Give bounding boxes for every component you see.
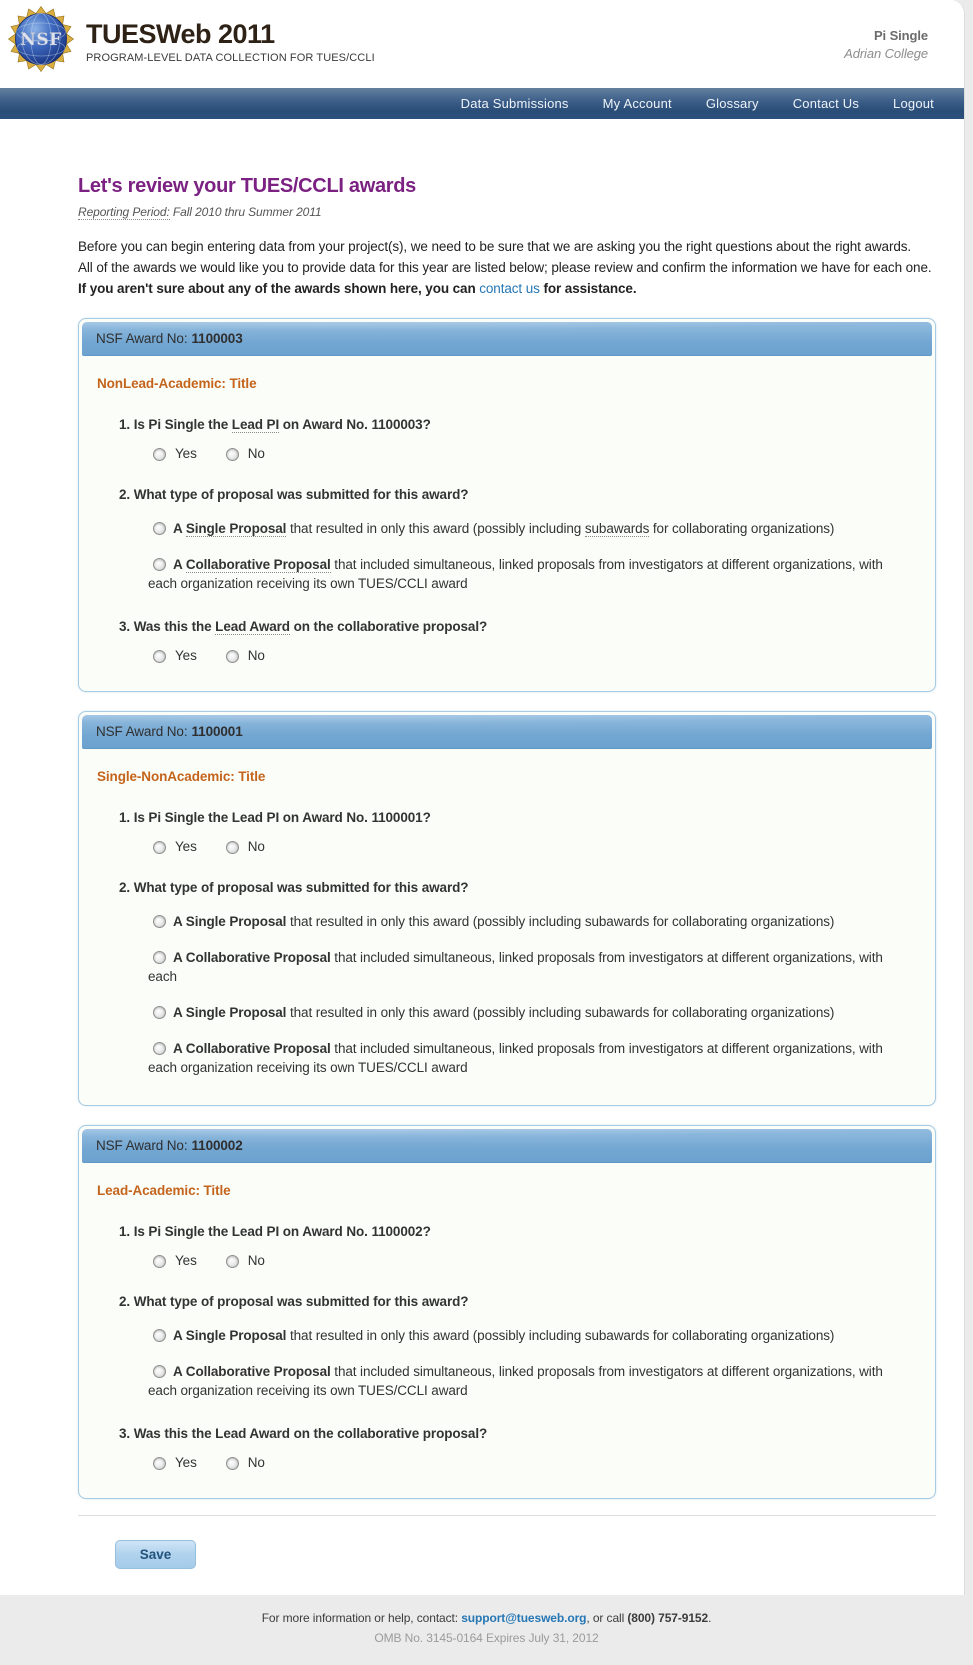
award-number-label: NSF Award No: xyxy=(96,331,188,346)
radio-option-no[interactable] xyxy=(221,838,265,854)
text-segment: 3. Was this the xyxy=(119,619,216,634)
intro-line-3 xyxy=(78,278,936,299)
user-organization: Adrian College xyxy=(844,46,928,61)
question-label xyxy=(119,810,932,825)
text-segment: A Single Proposal xyxy=(173,1005,287,1020)
text-segment: 1. Is Pi Single the Lead PI on Award No. 1100002? xyxy=(119,1224,431,1239)
text-segment: that included simultaneous, linked proposals from investigators at different organizations, with each organization receiving its own TUES/CCLI award xyxy=(148,557,883,591)
text-segment: 2. What type of proposal was submitted for this award? xyxy=(119,487,469,502)
text-segment: that resulted in only this award (possibly including subawards for collaborating organizations) xyxy=(286,1005,835,1020)
radio-option-yes[interactable] xyxy=(148,1454,197,1470)
omb-notice: OMB No. 3145-0164 Expires July 31, 2012 xyxy=(374,1631,599,1645)
radio-option-yes[interactable] xyxy=(148,445,197,461)
radio-option-yes[interactable] xyxy=(148,1252,197,1268)
intro-line-2: All of the awards we would like you to provide data for this year are listed below; please review and confirm the information we have for each one. xyxy=(78,260,932,275)
award-number-label: NSF Award No: xyxy=(96,724,188,739)
question-label xyxy=(119,1224,932,1239)
main-nav xyxy=(0,88,964,119)
award-card-header xyxy=(82,1129,932,1163)
text-segment: that included simultaneous, linked proposals from investigators at different organizations, with each organization receiving its own TUES/CCLI award xyxy=(148,1041,883,1075)
award-number-value: 1100003 xyxy=(191,331,243,346)
text-segment: 2. What type of proposal was submitted for this award? xyxy=(119,880,469,895)
question-label xyxy=(119,1294,932,1309)
radio-input-yes[interactable] xyxy=(153,1457,166,1470)
reporting-period-term: Reporting Period: xyxy=(78,205,170,219)
site-header xyxy=(0,0,964,88)
radio-label: No xyxy=(247,838,265,854)
text-segment: Single Proposal xyxy=(185,521,287,536)
user-info xyxy=(844,28,928,61)
text-segment: that resulted in only this award (possibly including subawards for collaborating organizations) xyxy=(286,914,835,929)
text-segment: that included simultaneous, linked proposals from investigators at different organizations, with each organization receiving its own TUES/CCLI award xyxy=(148,1364,883,1398)
site-footer xyxy=(0,1595,973,1665)
question-label xyxy=(119,880,932,895)
nav-item-contact-us[interactable]: Contact Us xyxy=(792,96,860,111)
proposal-option-2[interactable] xyxy=(148,1360,904,1400)
nav-item-my-account[interactable]: My Account xyxy=(602,96,672,111)
radio-input-proposal-4[interactable] xyxy=(153,1042,166,1055)
radio-option-yes[interactable] xyxy=(148,647,197,663)
proposal-option-3[interactable] xyxy=(148,1001,904,1022)
award-card-header xyxy=(82,322,932,356)
radio-label: No xyxy=(247,647,265,663)
nav-item-glossary[interactable]: Glossary xyxy=(705,96,759,111)
radio-option-no[interactable] xyxy=(221,1252,265,1268)
radio-input-proposal-1[interactable] xyxy=(153,915,166,928)
radio-input-no[interactable] xyxy=(226,1457,239,1470)
text-segment: Lead Award xyxy=(215,619,290,634)
award-card-1100001 xyxy=(78,711,936,1106)
radio-input-no[interactable] xyxy=(226,1255,239,1268)
app-subtitle: PROGRAM-LEVEL DATA COLLECTION FOR TUES/CCLI xyxy=(86,52,375,65)
contact-us-link[interactable]: contact us xyxy=(479,281,540,296)
radio-label: No xyxy=(247,1454,265,1470)
radio-input-no[interactable] xyxy=(226,841,239,854)
footer-help-line xyxy=(0,1611,973,1625)
question-label xyxy=(119,417,932,432)
radio-input-no[interactable] xyxy=(226,448,239,461)
text-segment: Collaborative Proposal xyxy=(185,557,331,572)
award-title: Single-NonAcademic: Title xyxy=(97,769,266,784)
text-segment: 3. Was this the Lead Award on the collaborative proposal? xyxy=(119,1426,488,1441)
footer-help-mid: , or call xyxy=(586,1611,628,1625)
text-segment: for collaborating organizations) xyxy=(649,521,835,536)
radio-option-no[interactable] xyxy=(221,445,265,461)
radio-input-yes[interactable] xyxy=(153,448,166,461)
radio-label: Yes xyxy=(175,445,197,461)
radio-option-yes[interactable] xyxy=(148,838,197,854)
radio-label: No xyxy=(247,1252,265,1268)
award-cards xyxy=(78,318,936,1499)
footer-help-prefix: For more information or help, contact: xyxy=(261,1611,462,1625)
text-segment: 1. Is Pi Single the xyxy=(119,417,232,432)
reporting-period xyxy=(78,205,936,219)
award-number-value: 1100001 xyxy=(191,724,243,739)
radio-input-no[interactable] xyxy=(226,650,239,663)
radio-label: Yes xyxy=(175,838,197,854)
save-button[interactable]: Save xyxy=(115,1540,196,1569)
text-segment: 1. Is Pi Single the Lead PI on Award No. 1100001? xyxy=(119,810,431,825)
text-segment: A Single Proposal xyxy=(173,914,287,929)
nsf-logo xyxy=(8,6,74,72)
intro-line-3-prefix: If you aren't sure about any of the awards shown here, you can xyxy=(78,281,480,296)
proposal-option-1[interactable] xyxy=(148,910,904,931)
award-number-label: NSF Award No: xyxy=(96,1138,188,1153)
yes-no-options xyxy=(148,838,932,854)
text-segment: A Collaborative Proposal xyxy=(173,1041,331,1056)
app-title: TUESWeb 2011 xyxy=(86,19,275,49)
question-label xyxy=(119,487,932,502)
yes-no-options xyxy=(148,1454,932,1470)
radio-input-yes[interactable] xyxy=(153,1255,166,1268)
text-segment: that resulted in only this award (possibly including xyxy=(286,521,585,536)
text-segment: A Collaborative Proposal xyxy=(173,950,331,965)
award-card-header xyxy=(82,715,932,749)
proposal-option-2[interactable] xyxy=(148,946,904,986)
question-label xyxy=(119,1426,932,1441)
radio-input-proposal-1[interactable] xyxy=(153,522,166,535)
proposal-option-1[interactable] xyxy=(148,517,904,538)
yes-no-options xyxy=(148,445,932,461)
radio-input-proposal-3[interactable] xyxy=(153,1006,166,1019)
text-segment: A Single Proposal xyxy=(173,1328,287,1343)
radio-label: Yes xyxy=(175,1252,197,1268)
yes-no-options xyxy=(148,647,932,663)
text-segment: on Award No. 1100003? xyxy=(279,417,431,432)
reporting-period-value: Fall 2010 thru Summer 2011 xyxy=(169,205,322,219)
question-label xyxy=(119,619,932,634)
text-segment: A xyxy=(173,557,186,572)
radio-input-proposal-2[interactable] xyxy=(153,951,166,964)
intro-line-3-suffix: for assistance. xyxy=(539,281,637,296)
text-segment: that resulted in only this award (possibly including subawards for collaborating organizations) xyxy=(286,1328,835,1343)
text-segment: subawards xyxy=(584,521,650,536)
text-segment: Lead PI xyxy=(231,417,280,432)
radio-input-yes[interactable] xyxy=(153,841,166,854)
brand xyxy=(8,6,375,72)
text-segment: A Collaborative Proposal xyxy=(173,1364,331,1379)
radio-option-no[interactable] xyxy=(221,647,265,663)
support-phone: (800) 757-9152 xyxy=(627,1611,709,1625)
divider xyxy=(78,1515,936,1516)
award-title: Lead-Academic: Title xyxy=(97,1183,231,1198)
main-content xyxy=(78,175,936,1595)
nav-item-data-submissions[interactable]: Data Submissions xyxy=(460,96,569,111)
radio-input-yes[interactable] xyxy=(153,650,166,663)
yes-no-options xyxy=(148,1252,932,1268)
text-segment: 2. What type of proposal was submitted for this award? xyxy=(119,1294,469,1309)
text-segment: A xyxy=(173,521,186,536)
proposal-option-1[interactable] xyxy=(148,1324,904,1345)
radio-input-proposal-2[interactable] xyxy=(153,558,166,571)
text-segment: that included simultaneous, linked proposals from investigators at different organizations, with each xyxy=(148,950,883,984)
intro-paragraph xyxy=(78,236,936,299)
user-name: Pi Single xyxy=(873,28,928,43)
radio-label: Yes xyxy=(175,1454,197,1470)
radio-input-proposal-1[interactable] xyxy=(153,1329,166,1342)
radio-input-proposal-2[interactable] xyxy=(153,1365,166,1378)
award-number-value: 1100002 xyxy=(191,1138,243,1153)
page-title: Let's review your TUES/CCLI awards xyxy=(78,175,416,197)
proposal-option-2[interactable] xyxy=(148,553,904,593)
footer-help-suffix: . xyxy=(708,1611,712,1625)
radio-label: Yes xyxy=(175,647,197,663)
award-title: NonLead-Academic: Title xyxy=(97,376,257,391)
award-card-1100002 xyxy=(78,1125,936,1499)
radio-option-no[interactable] xyxy=(221,1454,265,1470)
text-segment: on the collaborative proposal? xyxy=(289,619,488,634)
intro-line-1: Before you can begin entering data from your project(s), we need to be sure that we are asking you the right questions about the right awards. xyxy=(78,239,912,254)
nav-item-logout[interactable]: Logout xyxy=(893,96,934,111)
award-card-1100003 xyxy=(78,318,936,692)
proposal-option-4[interactable] xyxy=(148,1037,904,1077)
support-email-link[interactable]: support@tuesweb.org xyxy=(461,1611,587,1625)
brand-text xyxy=(86,6,375,64)
nsf-logo-text: NSF xyxy=(20,30,62,50)
radio-label: No xyxy=(247,445,265,461)
